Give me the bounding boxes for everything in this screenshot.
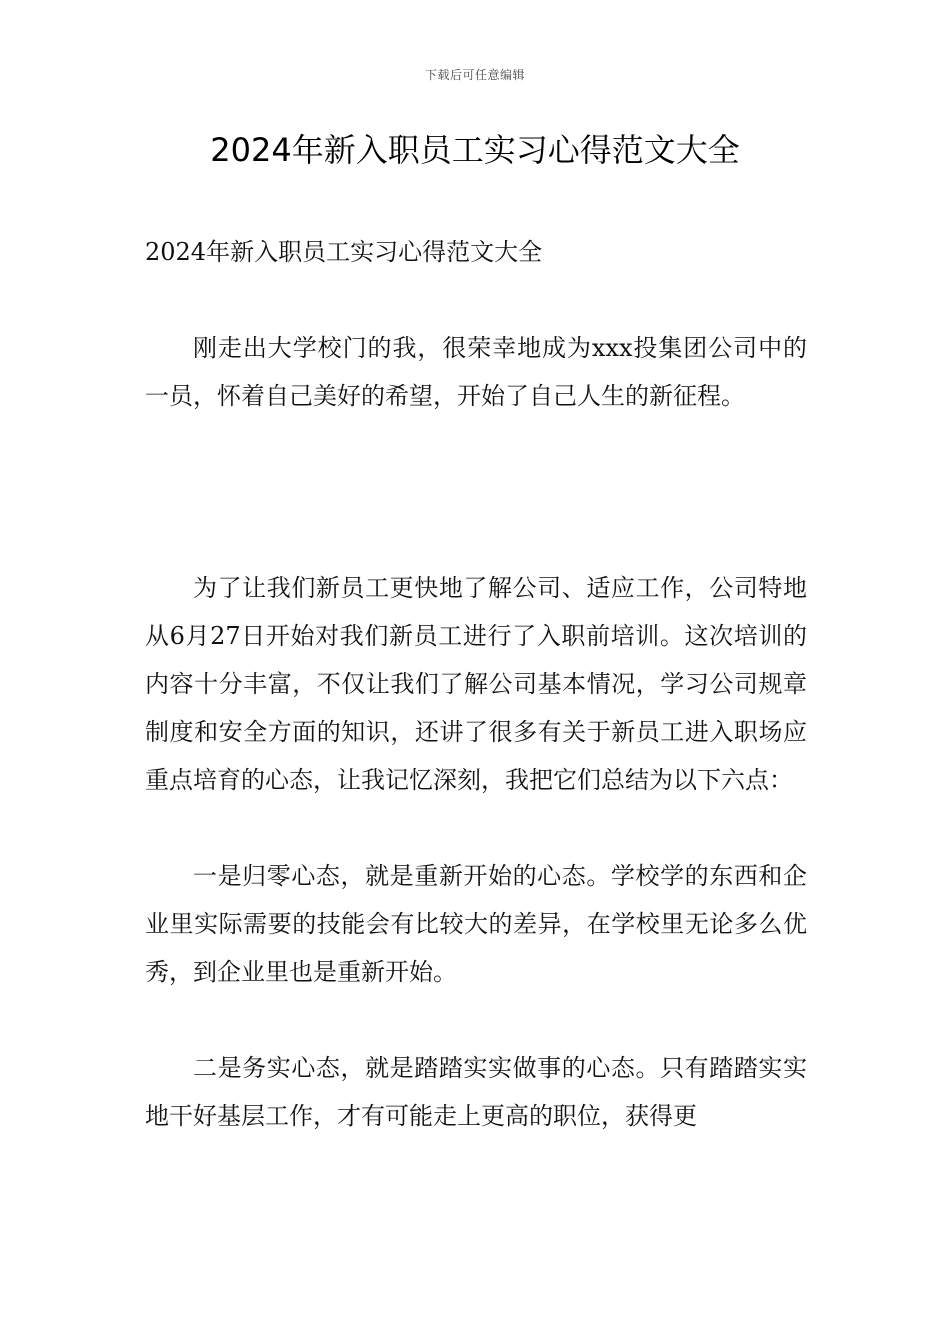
document-title: 2024年新入职员工实习心得范文大全 [210,131,740,169]
document-subtitle: 2024年新入职员工实习心得范文大全 [145,238,543,266]
paragraph-3: 一是归零心态，就是重新开始的心态。学校学的东西和企业里实际需要的技能会有比较大的差异，在学校里无论多么优秀，到企业里也是重新开始。 [145,862,807,986]
paragraph-4: 二是务实心态，就是踏踏实实做事的心态。只有踏踏实实地干好基层工作，才有可能走上更高的职位，获得更 [145,1054,807,1130]
paragraph-2: 为了让我们新员工更快地了解公司、适应工作，公司特地从6月27日开始对我们新员工进行了入职前培训。这次培训的内容十分丰富，不仅让我们了解公司基本情况，学习公司规章制度和安全方面的知识，还讲了很多有关于新员工进入职场应重点培育的心态，让我记忆深刻，我把它们总结为以下六点： [145,574,807,794]
paragraph-1: 刚走出大学校门的我，很荣幸地成为xxx投集团公司中的一员，怀着自己美好的希望，开始了自己人生的新征程。 [145,334,807,410]
document-body [145,228,807,1140]
header-note: 下载后可任意编辑 [424,68,525,82]
